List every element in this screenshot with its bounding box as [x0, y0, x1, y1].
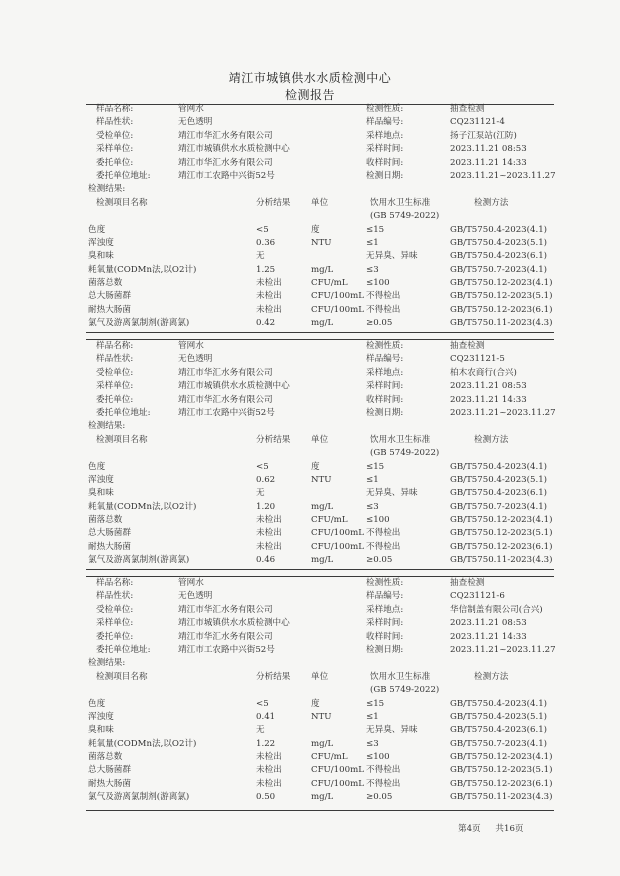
info-row: [86, 103, 554, 116]
sampling-time-label: 采样时间:: [366, 381, 404, 392]
item-result: 1.20: [256, 501, 276, 512]
sampling-time-value: 2023.11.21 08:53: [450, 618, 527, 629]
sample-status-label: 样品性状:: [96, 591, 134, 602]
info-row: [86, 407, 554, 420]
item-method: GB/T5750.4-2023(4.1): [450, 698, 548, 709]
table-row: [86, 724, 554, 737]
sampling-unit-value: 靖江市城镇供水水质检测中心: [178, 144, 290, 155]
item-unit: CFU/mL: [311, 752, 348, 763]
test-nature-label: 检测性质:: [366, 341, 404, 351]
table-row: [86, 698, 554, 711]
item-result: 无: [256, 251, 265, 262]
test-date-value: 2023.11.21~2023.11.27: [450, 644, 556, 655]
info-row: [86, 617, 554, 630]
item-unit: mg/L: [311, 555, 334, 566]
item-method: GB/T5750.12-2023(4.1): [450, 752, 553, 763]
item-result: 1.22: [256, 738, 276, 749]
item-name: 色度: [88, 461, 106, 472]
col-unit-header: 单位: [311, 671, 329, 682]
item-name: 菌落总数: [88, 515, 123, 526]
results-title-row: [86, 657, 554, 670]
item-unit: CFU/100mL: [311, 765, 364, 776]
entrust-address-label: 委托单位地址:: [96, 170, 151, 181]
item-name: 臭和味: [88, 725, 114, 736]
table-row: [86, 751, 554, 764]
item-unit: mg/L: [311, 264, 334, 275]
item-method: GB/T5750.4-2023(5.1): [450, 237, 548, 248]
inspected-unit-value: 靖江市华汇水务有限公司: [178, 604, 273, 615]
item-name: 耗氧量(CODMn法,以O2计): [88, 738, 197, 749]
item-limit: ≤100: [366, 278, 390, 289]
item-unit: mg/L: [311, 318, 334, 329]
item-method: GB/T5750.12-2023(5.1): [450, 765, 553, 776]
entrust-unit-value: 靖江市华汇水务有限公司: [178, 157, 273, 168]
results-title: 检测结果:: [88, 421, 126, 432]
sampling-place-value: 扬子江泵站(江防): [450, 130, 517, 141]
table-header-row: [86, 684, 554, 697]
report-header: [0, 70, 620, 104]
sample-status-value: 无色透明: [178, 117, 213, 128]
item-method: GB/T5750.12-2023(6.1): [450, 541, 553, 552]
sampling-unit-value: 靖江市城镇供水水质检测中心: [178, 618, 290, 629]
item-unit: NTU: [311, 711, 332, 722]
sample-status-value: 无色透明: [178, 354, 213, 365]
col-result-header: 分析结果: [256, 671, 291, 682]
org-title: 靖江市城镇供水水质检测中心: [228, 71, 392, 85]
item-name: 耗氧量(CODMn法,以O2计): [88, 501, 197, 512]
sampling-place-label: 采样地点:: [366, 130, 404, 141]
sample-name-value: 管网水: [178, 341, 204, 351]
table-row: [86, 514, 554, 527]
results-title: 检测结果:: [88, 658, 126, 669]
receive-time-label: 收样时间:: [366, 394, 404, 405]
table-row: [86, 277, 554, 290]
table-row: [86, 474, 554, 487]
inspected-unit-label: 受检单位:: [96, 130, 134, 141]
page-number: 第4页: [458, 824, 481, 834]
entrust-unit-value: 靖江市华汇水务有限公司: [178, 631, 273, 642]
entrust-unit-label: 委托单位:: [96, 157, 134, 168]
item-result: 无: [256, 488, 265, 499]
test-date-label: 检测日期:: [366, 644, 404, 655]
inspected-unit-value: 靖江市华汇水务有限公司: [178, 367, 273, 378]
table-row: [86, 738, 554, 751]
item-name: 氯气及游离氯制剂(游离氯): [88, 318, 190, 329]
test-nature-label: 检测性质:: [366, 578, 404, 588]
item-result: <5: [256, 461, 269, 472]
info-row: [86, 644, 554, 657]
sampling-place-label: 采样地点:: [366, 604, 404, 615]
info-row: [86, 143, 554, 156]
item-name: 总大肠菌群: [88, 291, 131, 302]
item-result: 未检出: [256, 765, 282, 776]
item-unit: CFU/100mL: [311, 528, 364, 539]
item-name: 耐热大肠菌: [88, 304, 131, 315]
info-row: [86, 170, 554, 183]
sample-no-value: CQ231121-6: [450, 591, 505, 602]
item-method: GB/T5750.4-2023(4.1): [450, 461, 548, 472]
item-unit: mg/L: [311, 501, 334, 512]
table-row: [86, 527, 554, 540]
col-method-header: 检测方法: [474, 671, 509, 682]
col-result-header: 分析结果: [256, 197, 291, 208]
sample-no-label: 样品编号:: [366, 591, 404, 602]
item-limit: ≤1: [366, 711, 379, 722]
col-standard-code: (GB 5749-2022): [370, 448, 440, 459]
item-result: 未检出: [256, 304, 282, 315]
info-row: [86, 604, 554, 617]
sample-name-label: 样品名称:: [96, 104, 134, 114]
table-header-row: [86, 210, 554, 223]
item-method: GB/T5750.11-2023(4.3): [450, 318, 553, 329]
item-name: 耗氧量(CODMn法,以O2计): [88, 264, 197, 275]
item-unit: NTU: [311, 474, 332, 485]
item-name: 氯气及游离氯制剂(游离氯): [88, 555, 190, 566]
item-result: 未检出: [256, 528, 282, 539]
item-name: 耐热大肠菌: [88, 541, 131, 552]
item-limit: ≤3: [366, 501, 379, 512]
item-limit: ≤1: [366, 474, 379, 485]
item-unit: CFU/100mL: [311, 541, 364, 552]
sample-status-label: 样品性状:: [96, 354, 134, 365]
col-standard-header: 饮用水卫生标准: [370, 197, 431, 208]
table-row: [86, 290, 554, 303]
item-limit: 无异臭、异味: [366, 488, 418, 499]
results-title-row: [86, 183, 554, 196]
item-method: GB/T5750.4-2023(6.1): [450, 488, 548, 499]
item-limit: ≥0.05: [366, 555, 393, 566]
info-row: [86, 157, 554, 170]
table-row: [86, 778, 554, 791]
test-nature-value: 抽查检测: [450, 341, 485, 351]
item-limit: ≤3: [366, 264, 379, 275]
item-result: 0.46: [256, 555, 276, 566]
item-method: GB/T5750.4-2023(5.1): [450, 474, 548, 485]
sample-no-label: 样品编号:: [366, 354, 404, 365]
sampling-place-label: 采样地点:: [366, 367, 404, 378]
item-name: 总大肠菌群: [88, 765, 131, 776]
entrust-address-label: 委托单位地址:: [96, 644, 151, 655]
sampling-time-label: 采样时间:: [366, 618, 404, 629]
sample-no-value: CQ231121-5: [450, 354, 505, 365]
item-unit: CFU/100mL: [311, 778, 364, 789]
sampling-place-value: 华信制盖有限公司(合兴): [450, 604, 543, 615]
test-nature-value: 抽查检测: [450, 578, 485, 588]
item-result: 未检出: [256, 291, 282, 302]
item-limit: 不得检出: [366, 541, 401, 552]
item-result: 无: [256, 725, 265, 736]
entrust-unit-label: 委托单位:: [96, 631, 134, 642]
receive-time-label: 收样时间:: [366, 157, 404, 168]
test-date-label: 检测日期:: [366, 407, 404, 418]
col-item-header: 检测项目名称: [96, 434, 148, 445]
item-result: <5: [256, 698, 269, 709]
item-limit: 无异臭、异味: [366, 725, 418, 736]
table-bottom-rule: [86, 810, 554, 811]
table-bottom-rule: [86, 332, 554, 333]
test-nature-label: 检测性质:: [366, 104, 404, 114]
item-name: 臭和味: [88, 488, 114, 499]
item-limit: ≥0.05: [366, 318, 393, 329]
item-limit: ≤15: [366, 461, 385, 472]
inspected-unit-label: 受检单位:: [96, 367, 134, 378]
item-result: 0.41: [256, 711, 276, 722]
info-row: [86, 116, 554, 129]
item-name: 氯气及游离氯制剂(游离氯): [88, 792, 190, 803]
table-row: [86, 461, 554, 474]
item-name: 总大肠菌群: [88, 528, 131, 539]
item-limit: 不得检出: [366, 765, 401, 776]
entrust-address-value: 靖江市工农路中兴街52号: [178, 644, 275, 655]
item-method: GB/T5750.7-2023(4.1): [450, 738, 548, 749]
table-row: [86, 501, 554, 514]
item-method: GB/T5750.4-2023(6.1): [450, 251, 548, 262]
results-title-row: [86, 420, 554, 433]
info-row: [86, 340, 554, 353]
sample-block: [86, 103, 554, 331]
table-header-row: [86, 671, 554, 684]
table-header-row: [86, 434, 554, 447]
item-result: 未检出: [256, 778, 282, 789]
item-limit: ≤100: [366, 752, 390, 763]
item-limit: 无异臭、异味: [366, 251, 418, 262]
receive-time-value: 2023.11.21 14:33: [450, 394, 527, 405]
table-row: [86, 487, 554, 500]
item-name: 菌落总数: [88, 752, 123, 763]
info-row: [86, 130, 554, 143]
item-result: 未检出: [256, 541, 282, 552]
sampling-unit-label: 采样单位:: [96, 618, 134, 629]
entrust-unit-value: 靖江市华汇水务有限公司: [178, 394, 273, 405]
item-limit: ≤100: [366, 515, 390, 526]
item-result: 0.42: [256, 318, 276, 329]
table-row: [86, 224, 554, 237]
sample-name-value: 管网水: [178, 578, 204, 588]
info-row: [86, 631, 554, 644]
table-row: [86, 554, 554, 567]
item-name: 色度: [88, 224, 106, 235]
info-row: [86, 590, 554, 603]
item-limit: 不得检出: [366, 778, 401, 789]
table-row: [86, 711, 554, 724]
sampling-unit-value: 靖江市城镇供水水质检测中心: [178, 381, 290, 392]
page-total: 共16页: [495, 824, 524, 834]
sampling-time-value: 2023.11.21 08:53: [450, 381, 527, 392]
col-unit-header: 单位: [311, 197, 329, 208]
item-method: GB/T5750.12-2023(4.1): [450, 515, 553, 526]
col-item-header: 检测项目名称: [96, 671, 148, 682]
test-date-label: 检测日期:: [366, 170, 404, 181]
col-item-header: 检测项目名称: [96, 197, 148, 208]
entrust-address-value: 靖江市工农路中兴街52号: [178, 170, 275, 181]
sampling-unit-label: 采样单位:: [96, 381, 134, 392]
entrust-address-value: 靖江市工农路中兴街52号: [178, 407, 275, 418]
table-row: [86, 317, 554, 330]
item-unit: mg/L: [311, 792, 334, 803]
item-result: 未检出: [256, 278, 282, 289]
col-method-header: 检测方法: [474, 197, 509, 208]
table-header-row: [86, 447, 554, 460]
item-unit: 度: [311, 224, 320, 235]
test-date-value: 2023.11.21~2023.11.27: [450, 407, 556, 418]
table-bottom-rule: [86, 569, 554, 570]
info-row: [86, 380, 554, 393]
item-method: GB/T5750.7-2023(4.1): [450, 501, 548, 512]
sample-status-value: 无色透明: [178, 591, 213, 602]
receive-time-value: 2023.11.21 14:33: [450, 157, 527, 168]
item-limit: ≤15: [366, 224, 385, 235]
table-row: [86, 764, 554, 777]
item-limit: 不得检出: [366, 528, 401, 539]
item-unit: CFU/100mL: [311, 304, 364, 315]
sample-no-value: CQ231121-4: [450, 117, 505, 128]
sample-status-label: 样品性状:: [96, 117, 134, 128]
item-unit: 度: [311, 461, 320, 472]
item-method: GB/T5750.7-2023(4.1): [450, 264, 548, 275]
item-name: 浑浊度: [88, 711, 114, 722]
receive-time-value: 2023.11.21 14:33: [450, 631, 527, 642]
item-result: 0.36: [256, 237, 276, 248]
item-method: GB/T5750.11-2023(4.3): [450, 792, 553, 803]
table-row: [86, 304, 554, 317]
test-nature-value: 抽查检测: [450, 104, 485, 114]
results-title: 检测结果:: [88, 184, 126, 195]
info-row: [86, 353, 554, 366]
sample-name-value: 管网水: [178, 104, 204, 114]
test-date-value: 2023.11.21~2023.11.27: [450, 170, 556, 181]
item-method: GB/T5750.11-2023(4.3): [450, 555, 553, 566]
entrust-address-label: 委托单位地址:: [96, 407, 151, 418]
sampling-place-value: 柏木农商行(合兴): [450, 367, 517, 378]
item-result: <5: [256, 224, 269, 235]
item-name: 浑浊度: [88, 237, 114, 248]
entrust-unit-label: 委托单位:: [96, 394, 134, 405]
item-result: 0.50: [256, 792, 276, 803]
item-name: 菌落总数: [88, 278, 123, 289]
item-limit: ≤3: [366, 738, 379, 749]
report-title: 检测报告: [284, 88, 335, 102]
sample-name-label: 样品名称:: [96, 578, 134, 588]
col-standard-header: 饮用水卫生标准: [370, 434, 431, 445]
item-result: 0.62: [256, 474, 276, 485]
item-limit: ≤1: [366, 237, 379, 248]
sample-name-label: 样品名称:: [96, 341, 134, 351]
sample-block: [86, 340, 554, 568]
item-limit: 不得检出: [366, 304, 401, 315]
item-method: GB/T5750.4-2023(5.1): [450, 711, 548, 722]
item-limit: ≥0.05: [366, 792, 393, 803]
item-method: GB/T5750.12-2023(4.1): [450, 278, 553, 289]
sample-block: [86, 577, 554, 805]
item-name: 浑浊度: [88, 474, 114, 485]
item-result: 未检出: [256, 515, 282, 526]
item-method: GB/T5750.12-2023(6.1): [450, 778, 553, 789]
table-row: [86, 250, 554, 263]
item-unit: CFU/mL: [311, 278, 348, 289]
item-result: 未检出: [256, 752, 282, 763]
item-limit: ≤15: [366, 698, 385, 709]
info-row: [86, 577, 554, 590]
sampling-time-value: 2023.11.21 08:53: [450, 144, 527, 155]
receive-time-label: 收样时间:: [366, 631, 404, 642]
item-unit: CFU/mL: [311, 515, 348, 526]
col-standard-code: (GB 5749-2022): [370, 211, 440, 222]
table-row: [86, 541, 554, 554]
item-name: 色度: [88, 698, 106, 709]
sample-no-label: 样品编号:: [366, 117, 404, 128]
table-header-row: [86, 197, 554, 210]
col-standard-code: (GB 5749-2022): [370, 685, 440, 696]
inspected-unit-value: 靖江市华汇水务有限公司: [178, 130, 273, 141]
item-result: 1.25: [256, 264, 276, 275]
item-unit: 度: [311, 698, 320, 709]
item-unit: CFU/100mL: [311, 291, 364, 302]
inspected-unit-label: 受检单位:: [96, 604, 134, 615]
info-row: [86, 367, 554, 380]
item-unit: mg/L: [311, 738, 334, 749]
col-result-header: 分析结果: [256, 434, 291, 445]
item-method: GB/T5750.12-2023(5.1): [450, 528, 553, 539]
item-name: 耐热大肠菌: [88, 778, 131, 789]
item-method: GB/T5750.12-2023(6.1): [450, 304, 553, 315]
sampling-unit-label: 采样单位:: [96, 144, 134, 155]
col-method-header: 检测方法: [474, 434, 509, 445]
item-unit: NTU: [311, 237, 332, 248]
sampling-time-label: 采样时间:: [366, 144, 404, 155]
item-method: GB/T5750.4-2023(6.1): [450, 725, 548, 736]
col-standard-header: 饮用水卫生标准: [370, 671, 431, 682]
table-row: [86, 791, 554, 804]
info-row: [86, 394, 554, 407]
item-name: 臭和味: [88, 251, 114, 262]
page-footer: [458, 822, 536, 834]
item-method: GB/T5750.4-2023(4.1): [450, 224, 548, 235]
table-row: [86, 264, 554, 277]
item-limit: 不得检出: [366, 291, 401, 302]
col-unit-header: 单位: [311, 434, 329, 445]
table-row: [86, 237, 554, 250]
item-method: GB/T5750.12-2023(5.1): [450, 291, 553, 302]
